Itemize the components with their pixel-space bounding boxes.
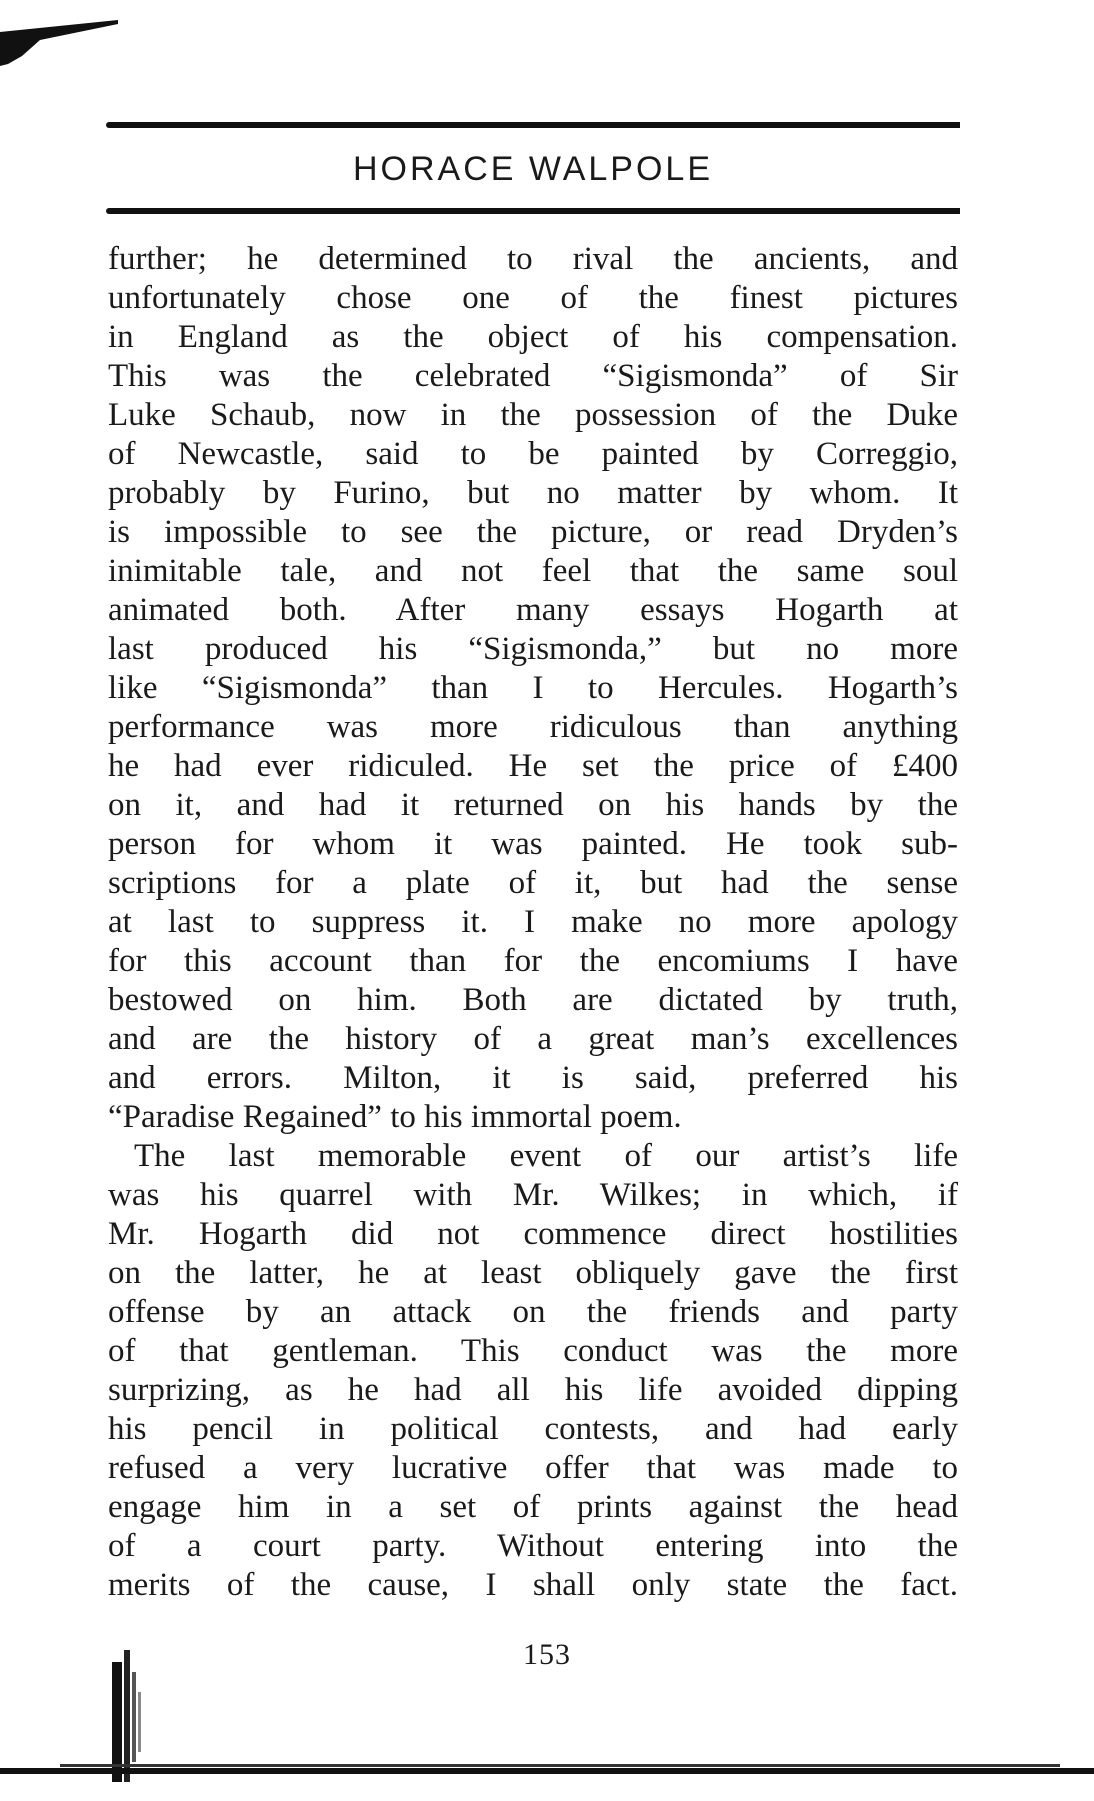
text-line: person for whom it was painted. He took sub- [108,826,958,862]
text-line: is impossible to see the picture, or read Dryden’s [108,514,958,550]
text-line: performance was more ridiculous than anything [108,709,958,745]
text-line: refused a very lucrative offer that was made to [108,1450,958,1486]
text-line: in England as the object of his compensation. [108,319,958,355]
text-line: Luke Schaub, now in the possession of the Duke [108,397,958,433]
text-line: “Paradise Regained” to his immortal poem. [108,1099,682,1135]
text-line: animated both. After many essays Hogarth at [108,592,958,628]
text-line: on the latter, he at least obliquely gave the first [108,1255,958,1291]
text-line: engage him in a set of prints against the head [108,1489,958,1525]
text-line: merits of the cause, I shall only state the fact. [108,1567,958,1603]
binding-ink-mark [104,1642,174,1782]
text-line: The last memorable event of our artist’s life [134,1138,958,1174]
text-line: and errors. Milton, it is said, preferred his [108,1060,958,1096]
text-line: probably by Furino, but no matter by whom. It [108,475,958,511]
page-body [108,240,958,1605]
text-line: he had ever ridiculed. He set the price of £400 [108,748,958,784]
text-line: last produced his “Sigismonda,” but no more [108,631,958,667]
text-line: at last to suppress it. I make no more apology [108,904,958,940]
text-line: inimitable tale, and not feel that the same soul [108,553,958,589]
text-line: further; he determined to rival the ancients, and [108,241,958,277]
text-line: of that gentleman. This conduct was the more [108,1333,958,1369]
header-top-rule [106,122,960,128]
text-line: for this account than for the encomiums I have [108,943,958,979]
text-line: offense by an attack on the friends and party [108,1294,958,1330]
text-line: of a court party. Without entering into the [108,1528,958,1564]
text-line: Mr. Hogarth did not commence direct hostilities [108,1216,958,1252]
text-line: This was the celebrated “Sigismonda” of Sir [108,358,958,394]
text-line: bestowed on him. Both are dictated by truth, [108,982,958,1018]
text-line: surprizing, as he had all his life avoided dipping [108,1372,958,1408]
text-line: on it, and had it returned on his hands by the [108,787,958,823]
text-line: scriptions for a plate of it, but had the sense [108,865,958,901]
text-line: unfortunately chose one of the finest pictures [108,280,958,316]
text-line: his pencil in political contests, and had early [108,1411,958,1447]
page-number: 153 [523,1638,571,1671]
corner-ink-mark [0,18,120,68]
text-line: like “Sigismonda” than I to Hercules. Hogarth’s [108,670,958,706]
text-line: was his quarrel with Mr. Wilkes; in which, if [108,1177,958,1213]
text-line: of Newcastle, said to be painted by Correggio, [108,436,958,472]
running-head: HORACE WALPOLE [352,150,714,188]
footer-rule [0,1764,1094,1778]
header-bottom-rule [106,208,960,214]
text-line: and are the history of a great man’s excellences [108,1021,958,1057]
